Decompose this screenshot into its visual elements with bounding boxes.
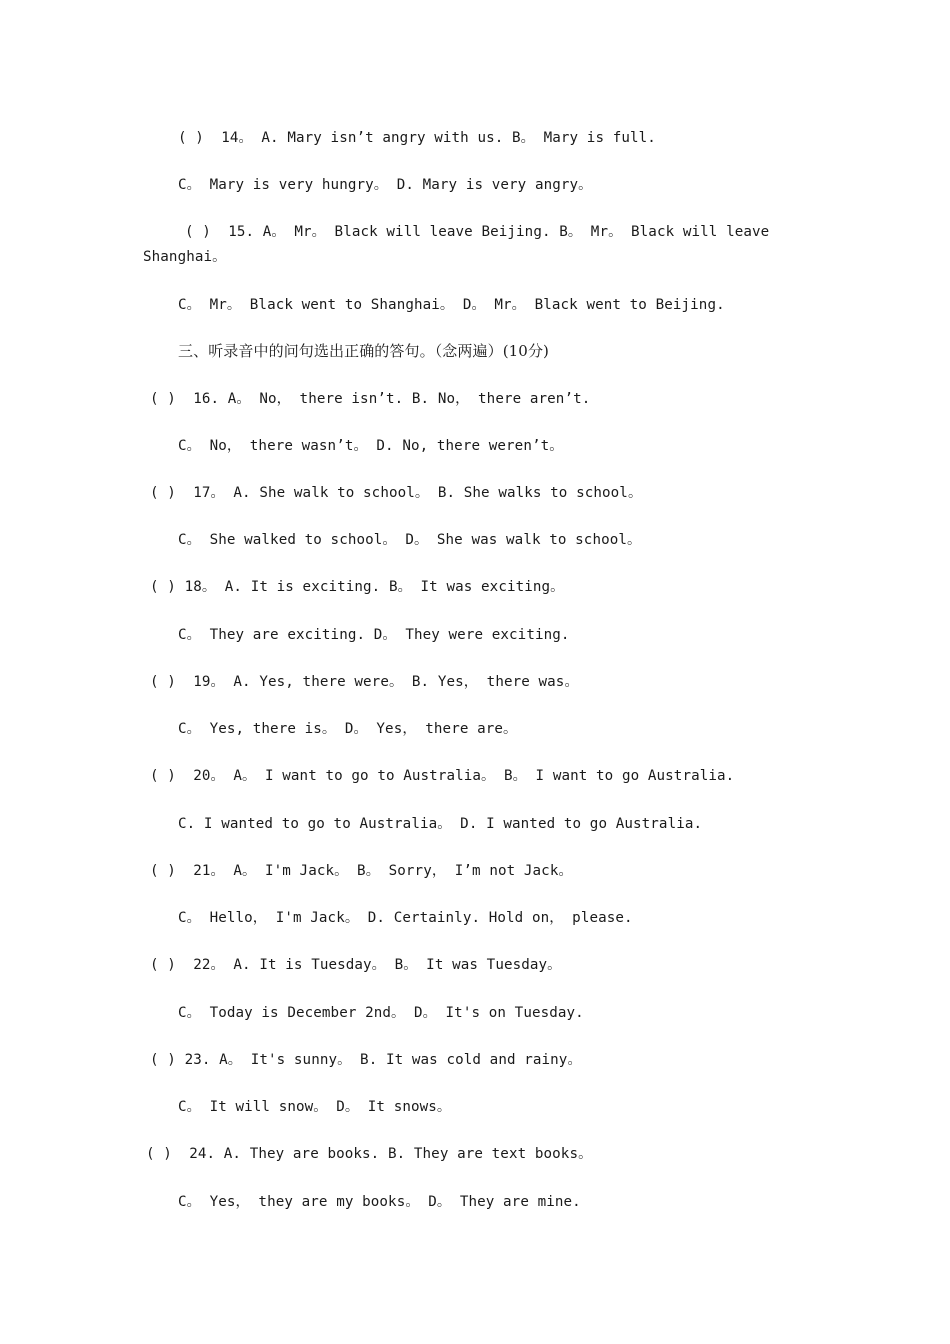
question-15-wrap: Shanghai。 [143,249,227,265]
question-22-options-cd: C。 Today is December 2nd。 D。 It's on Tuesday. [178,1005,584,1021]
question-20-options-cd: C. I wanted to go to Australia。 D. I wanted to go Australia. [178,816,703,832]
question-23-options-cd: C。 It will snow。 D。 It snows。 [178,1099,452,1115]
question-22-line: ( ) 22。 A. It is Tuesday。 B。 It was Tuesday。 [150,957,562,973]
question-21-line: ( ) 21。 A。 I'm Jack。 B。 Sorry， I’m not Jack。 [150,863,573,879]
question-19-line: ( ) 19。 A. Yes, there were。 B. Yes， there was。 [150,674,579,690]
question-14-options-cd: C。 Mary is very hungry。 D. Mary is very angry。 [178,177,593,193]
question-21-options-cd: C。 Hello， I'm Jack。 D. Certainly. Hold on， please. [178,910,633,926]
question-18-line: ( ) 18。 A. It is exciting. B。 It was exciting。 [150,579,565,595]
question-15-options-cd: C。 Mr。 Black went to Shanghai。 D。 Mr。 Black went to Beijing. [178,297,725,313]
section-three-heading: 三、听录音中的问句选出正确的答句。（念两遍）(10分) [178,342,549,360]
question-16-options-cd: C。 No， there wasn’t。 D. No, there weren’t。 [178,438,564,454]
question-18-options-cd: C。 They are exciting. D。 They were exciting. [178,627,570,643]
question-16-line: ( ) 16. A。 No， there isn’t. B. No， there aren’t. [150,391,591,407]
question-20-line: ( ) 20。 A。 I want to go to Australia。 B。 I want to go Australia. [150,768,735,784]
question-24-options-cd: C。 Yes， they are my books。 D。 They are mine. [178,1194,581,1210]
question-17-options-cd: C。 She walked to school。 D。 She was walk to school。 [178,532,642,548]
question-24-line: ( ) 24. A. They are books. B. They are text books。 [146,1146,593,1162]
question-17-line: ( ) 17。 A. She walk to school。 B. She walks to school。 [150,485,643,501]
question-14-line: ( ) 14。 A. Mary isn’t angry with us. B。 Mary is full. [178,130,656,146]
question-23-line: ( ) 23. A。 It's sunny。 B. It was cold and rainy。 [150,1052,582,1068]
question-15-line: ( ) 15. A。 Mr。 Black will leave Beijing. B。 Mr。 Black will leave [185,224,770,240]
question-19-options-cd: C。 Yes, there is。 D。 Yes， there are。 [178,721,518,737]
